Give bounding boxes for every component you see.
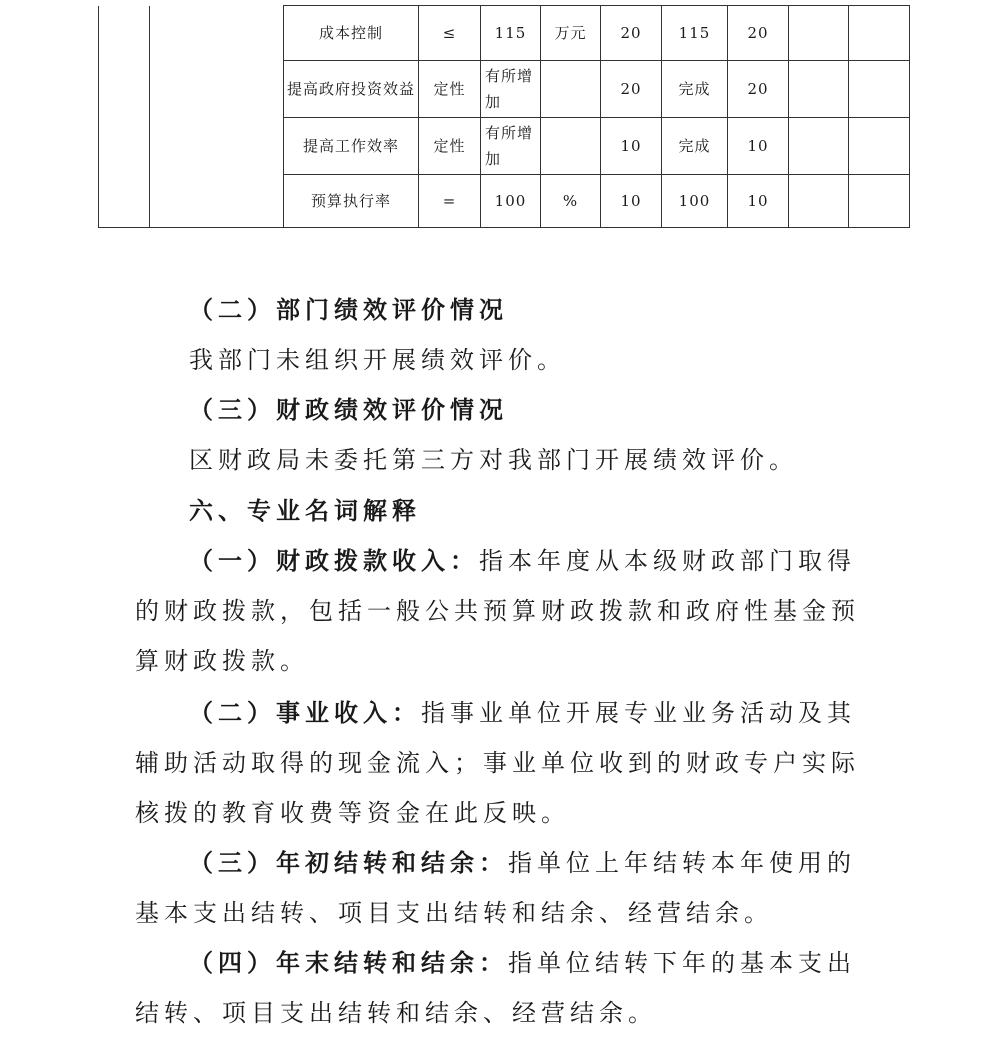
operator-cell: =	[419, 175, 481, 228]
performance-table	[98, 5, 910, 228]
target-cell: 有所增加	[481, 118, 541, 175]
table-cell-empty	[849, 175, 910, 228]
definition-term: （二）事业收入：	[189, 698, 421, 727]
definition-text: 指本年度从本级财政部门取得的财政拨款，包括一般公共预算财政拨款和政府性基金预算财政拨款。	[135, 547, 860, 675]
table-cell-empty	[789, 175, 849, 228]
unit-cell	[541, 118, 601, 175]
table-row	[99, 6, 910, 61]
score-cell: 10	[728, 118, 789, 175]
table-cell-empty	[99, 6, 150, 228]
unit-cell	[541, 61, 601, 118]
chapter-heading: 六、专业名词解释	[189, 496, 421, 525]
indicator-cell: 提高政府投资效益	[284, 61, 419, 118]
section-heading: （二）部门绩效评价情况	[189, 295, 508, 324]
section-heading: （三）财政绩效评价情况	[189, 395, 508, 424]
weight-cell: 20	[601, 6, 662, 61]
actual-cell: 100	[662, 175, 728, 228]
weight-cell: 10	[601, 175, 662, 228]
actual-cell: 完成	[662, 61, 728, 118]
operator-cell: ≤	[419, 6, 481, 61]
definition-text: 指单位结转下年的基本支出结转、项目支出结转和结余、经营结余。	[135, 949, 856, 1027]
operator-cell: 定性	[419, 118, 481, 175]
definition-term: （一）财政拨款收入：	[189, 546, 479, 575]
table-cell-empty	[150, 6, 284, 228]
unit-cell: %	[541, 175, 601, 228]
indicator-cell: 成本控制	[284, 6, 419, 61]
unit-cell: 万元	[541, 6, 601, 61]
table-cell-empty	[849, 61, 910, 118]
definition-term: （四）年末结转和结余：	[189, 948, 508, 977]
table-cell-empty	[789, 6, 849, 61]
score-cell: 20	[728, 61, 789, 118]
target-cell: 有所增加	[481, 61, 541, 118]
actual-cell: 完成	[662, 118, 728, 175]
score-cell: 20	[728, 6, 789, 61]
indicator-cell: 提高工作效率	[284, 118, 419, 175]
definition-paragraph	[135, 536, 880, 686]
target-cell: 115	[481, 6, 541, 61]
definition-text: 指事业单位开展专业业务活动及其辅助活动取得的现金流入；事业单位收到的财政专户实际核拨的教育收费等资金在此反映。	[135, 699, 860, 827]
score-cell: 10	[728, 175, 789, 228]
table-cell-empty	[849, 118, 910, 175]
definition-paragraph	[135, 938, 880, 1038]
definition-paragraph	[135, 838, 880, 938]
paragraph: 区财政局未委托第三方对我部门开展绩效评价。	[189, 446, 798, 474]
target-cell: 100	[481, 175, 541, 228]
definition-paragraph	[135, 688, 880, 838]
paragraph: 我部门未组织开展绩效评价。	[189, 346, 566, 374]
indicator-cell: 预算执行率	[284, 175, 419, 228]
operator-cell: 定性	[419, 61, 481, 118]
table-cell-empty	[789, 118, 849, 175]
definition-text: 指单位上年结转本年使用的基本支出结转、项目支出结转和结余、经营结余。	[135, 849, 856, 927]
weight-cell: 10	[601, 118, 662, 175]
weight-cell: 20	[601, 61, 662, 118]
definition-term: （三）年初结转和结余：	[189, 848, 508, 877]
table-cell-empty	[789, 61, 849, 118]
actual-cell: 115	[662, 6, 728, 61]
table-cell-empty	[849, 6, 910, 61]
